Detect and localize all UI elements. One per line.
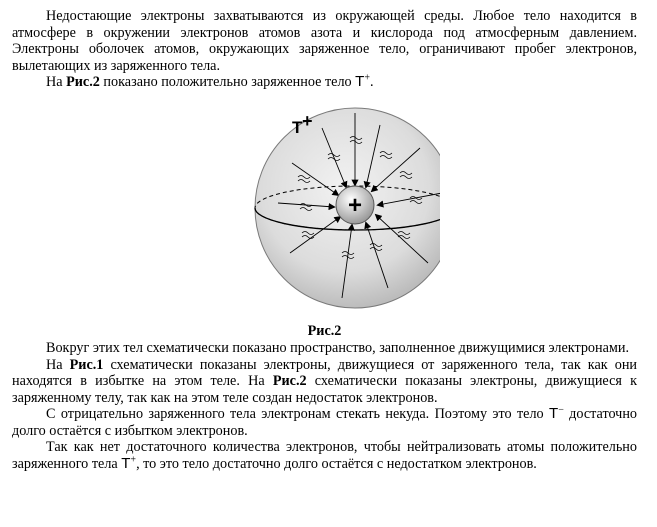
figure-caption: Рис.2 — [307, 322, 342, 339]
pos-body-symbol: T — [121, 454, 131, 472]
body-symbol: T — [355, 73, 365, 90]
figure-ref-1: Рис.1 — [69, 356, 104, 373]
p4-text1: схематически показаны электроны, движущиеся от заряженного тела, так как они находятся в избытке на этом теле. На — [12, 356, 638, 389]
neg-body-charge: − — [558, 404, 564, 416]
paragraph-4 — [12, 357, 637, 407]
body-label: T — [292, 117, 303, 137]
p6-end: , то это тело достаточно долго остаётся с недостатком электронов. — [136, 455, 537, 472]
p2-end: . — [369, 74, 374, 90]
p5-text: С отрицательно заряженного тела электронам стекать некуда. Поэтому это тело — [46, 406, 550, 422]
paragraph-5 — [12, 406, 637, 439]
neg-body-symbol: T — [549, 405, 559, 422]
body-charge: + — [364, 72, 370, 84]
paragraph-2 — [12, 74, 637, 91]
paragraph-1: Недостающие электроны захватываются из окружающей среды. Любое тело находится в атмосфере в окружении электронов атомов азота и кислорода под атмосферным давлением. Электроны оболочек атомов, окружающих заряженное тело, ограничивают пробег электронов, вылетающих из заряженного тела. — [12, 8, 637, 74]
figure-2 — [12, 93, 637, 321]
core-charge-sign: + — [347, 191, 363, 219]
p5-end: достаточно долго остаётся с избытком электронов. — [12, 406, 638, 439]
p6-text: Так как нет достаточного количества электронов, чтобы нейтрализовать атомы положительно заряженного тела — [12, 439, 637, 472]
document — [12, 8, 637, 472]
figure-ref-2: Рис.2 — [272, 373, 307, 389]
charged-body-diagram — [230, 93, 440, 319]
paragraph-6 — [12, 439, 637, 472]
p4-text2: схематически показаны электроны, движущиеся к заряженному телу, так как на этом теле создан недостаток электронов. — [12, 373, 637, 406]
paragraph-3: Вокруг этих тел схематически показано пространство, заполненное движущимися электронами. — [46, 340, 630, 356]
figure-ref: Рис.2 — [66, 74, 100, 90]
p2-prefix: На — [46, 74, 67, 90]
p2-text: показано положительно заряженное тело — [99, 74, 356, 90]
p4-prefix: На — [46, 356, 70, 373]
body-label-charge: + — [302, 110, 313, 131]
pos-body-charge: + — [130, 453, 137, 465]
